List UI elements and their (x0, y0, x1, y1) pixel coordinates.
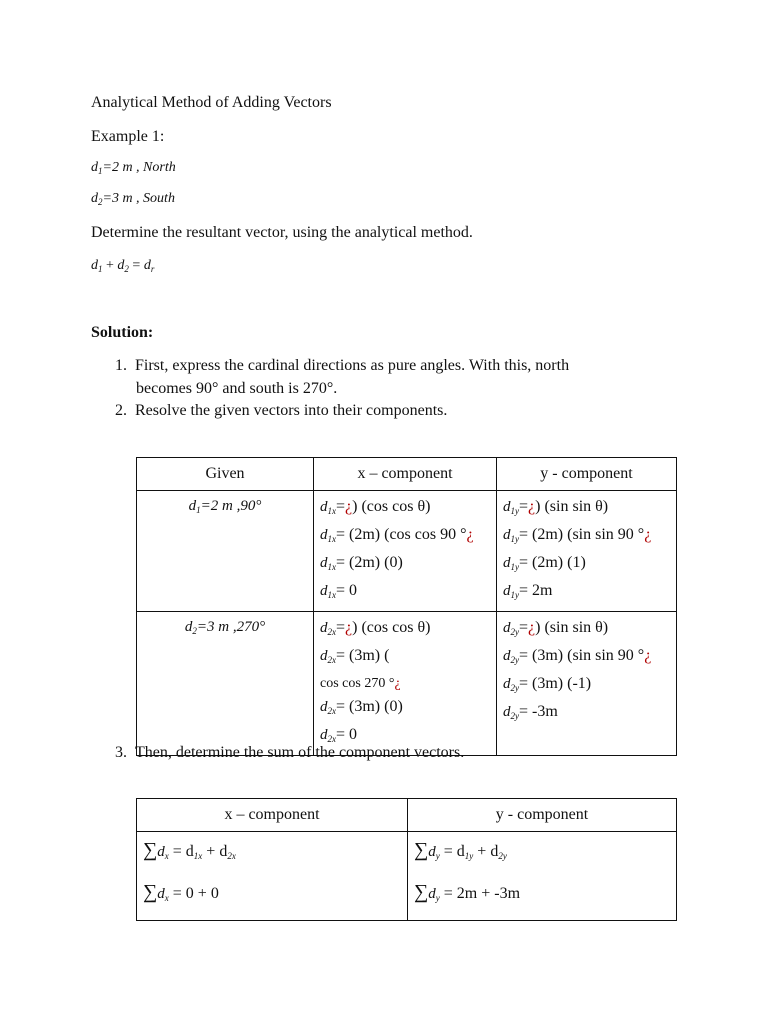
x-component-cell: $d_{2x}=¿$) (cos cos θ) $d_{2x}= (3m)$ ( cos cos 270 °¿ $d_{2x}= (3m)$ (0) $d_{2x}= 0$ (314, 612, 497, 756)
table-row (137, 612, 677, 756)
x-sum-cell: $\sum d_x = d_{1x} + d_{2x}$ $\sum d_x = 0 + 0$ (137, 832, 408, 921)
sigma-icon: ∑ (414, 839, 429, 861)
step-1: 1. First, express the cardinal directions as pure angles. With this, north (115, 357, 570, 374)
vector-equation: $d_1 + d_2 = d_r$ (91, 258, 155, 274)
sigma-icon: ∑ (143, 881, 158, 903)
y-sum-cell: $\sum d_y = d_{1y} + d_{2y}$ $\sum d_y = 2m + -3m$ (408, 832, 677, 921)
solution-heading: Solution: (91, 324, 154, 341)
components-table (136, 457, 677, 756)
sum-table (136, 798, 677, 921)
sigma-icon: ∑ (143, 839, 158, 861)
col-header-y: y - component (408, 799, 677, 832)
step-2: 2. Resolve the given vectors into their components. (115, 402, 448, 419)
table-row (137, 491, 677, 612)
col-header-given: Given (137, 458, 314, 491)
given-d2: $d_2=3$ m , South (91, 191, 175, 207)
given-cell: $d_1=2$ m ,90° (137, 491, 314, 612)
step-1-cont: becomes 90° and south is 270°. (136, 380, 338, 397)
col-header-y: y - component (497, 458, 677, 491)
col-header-x: x – component (137, 799, 408, 832)
y-component-cell: $d_{1y}=¿$) (sin sin θ) $d_{1y}= (2m)$ (sin sin 90 °¿ $d_{1y}= (2m)$ (1) $d_{1y}= 2m$ (497, 491, 677, 612)
given-cell: $d_2=3$ m ,270° (137, 612, 314, 756)
step-3: 3. Then, determine the sum of the component vectors. (115, 744, 465, 761)
instruction-text: Determine the resultant vector, using the analytical method. (91, 224, 473, 241)
page-title: Analytical Method of Adding Vectors (91, 94, 332, 111)
sigma-icon: ∑ (414, 881, 429, 903)
given-d1: $d_1=2$ m , North (91, 160, 176, 176)
table-row (137, 832, 677, 921)
x-component-cell: $d_{1x}=¿$) (cos cos θ) $d_{1x}= (2m)$ (cos cos 90 °¿ $d_{1x}= (2m)$ (0) $d_{1x}= 0$ (314, 491, 497, 612)
col-header-x: x – component (314, 458, 497, 491)
example-label: Example 1: (91, 128, 165, 145)
y-component-cell: $d_{2y}=¿$) (sin sin θ) $d_{2y}= (3m)$ (sin sin 90 °¿ $d_{2y}= (3m)$ (-1) $d_{2y}= -3m$ (497, 612, 677, 756)
